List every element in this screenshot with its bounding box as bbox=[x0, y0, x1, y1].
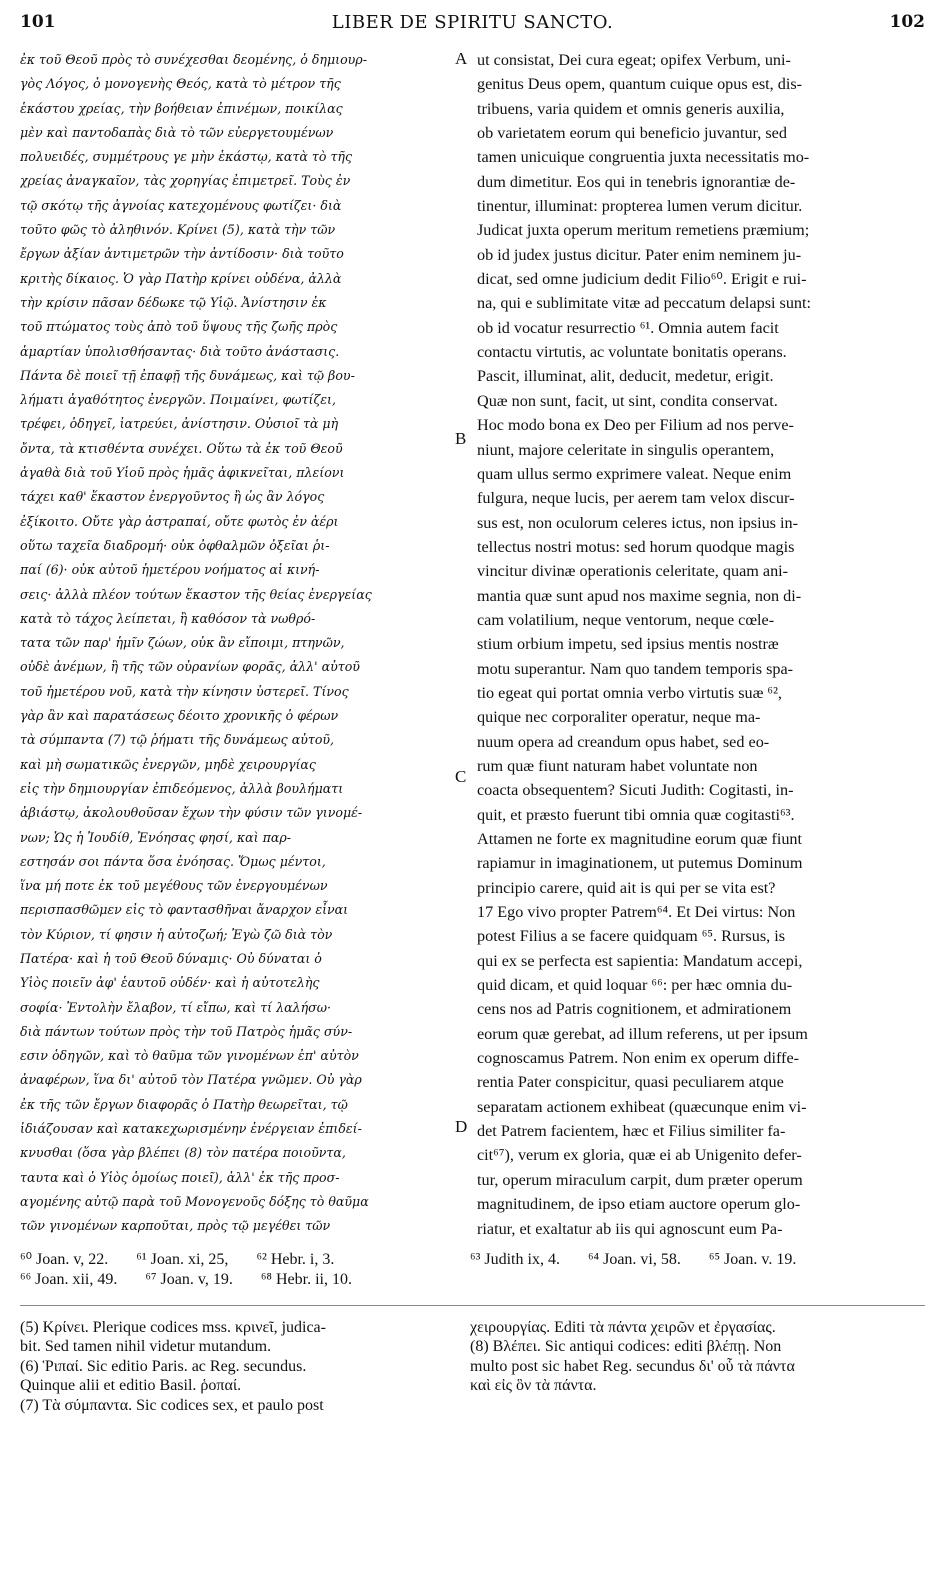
latin-text-line: mantia quæ sunt apud nos maxime segnia, non di- bbox=[477, 586, 802, 605]
footnote-line: (5) Κρίνει. Plerique codices mss. κρινεῖ, judica- bbox=[20, 1319, 326, 1336]
latin-text-line: separatam actionem exhibeat (quæcunque enim vi- bbox=[477, 1097, 807, 1116]
greek-text-line: κνυσθαι (ὅσα γὰρ βλέπει (8) τὸν πατέρα ποιοῦντα, bbox=[20, 1145, 346, 1161]
greek-text-line: τὸν Κύριον, τί φησιν ἡ αὐτοζωή; Ἐγὼ ζῶ διὰ τὸν bbox=[20, 926, 333, 942]
greek-text-line: λήματι ἀγαθότητος ἐνεργῶν. Ποιμαίνει, φωτίζει, bbox=[20, 392, 336, 408]
latin-text-line: cognoscamus Patrem. Non enim ex operum diffe- bbox=[477, 1049, 800, 1068]
scripture-reference: ⁶⁸ Hebr. ii, 10. bbox=[260, 1271, 352, 1288]
greek-text-line: γὰρ ἂν καὶ παρατάσεως δέοιτο χρονικῆς ὁ φέρων bbox=[20, 708, 339, 724]
latin-text-line: magnitudinem, de ipso etiam auctore operum glo- bbox=[477, 1195, 801, 1214]
margin-letter-b: B bbox=[455, 429, 467, 448]
latin-text-line: cens nos ad Patris cognitionem, et admirationem bbox=[477, 1000, 792, 1019]
greek-text-line: ἁμαρτίαν ὑπολισθήσαντας· διὰ τοῦτο ἀνάστασις. bbox=[20, 343, 340, 359]
greek-text-line: τρέφει, ὁδηγεῖ, ἰατρεύει, ἀνίστησιν. Οὐσιοῖ τὰ μὴ bbox=[20, 416, 339, 432]
latin-text-line: dicat, sed omne judicium dedit Filio⁶⁰. Erigit e rui- bbox=[477, 270, 807, 289]
greek-text-line: ἐξίκοιτο. Οὔτε γὰρ ἀστραπαί, οὔτε φωτὸς ἐν ἀέρι bbox=[20, 513, 339, 529]
scripture-reference: ⁶¹ Joan. xi, 25, bbox=[136, 1251, 229, 1268]
footnote-line: (8) Βλέπει. Sic antiqui codices: editi βλέπῃ. Non bbox=[470, 1338, 782, 1356]
scripture-reference: ⁶² Hebr. i, 3. bbox=[256, 1251, 335, 1268]
latin-text-line: quit, et præsto fuerunt tibi omnia quæ cogitasti⁶³. bbox=[477, 805, 795, 824]
latin-text-line: niunt, majore celeritate in singulis operantem, bbox=[477, 440, 775, 459]
greek-text-line: τῷ σκότῳ τῆς ἀγνοίας κατεχομένους φωτίζει· διὰ bbox=[20, 197, 342, 213]
latin-text-line: genitus Deus opem, quantum cuique opus est, dis- bbox=[477, 75, 803, 94]
running-title: LIBER DE SPIRITU SANCTO. bbox=[331, 12, 614, 33]
scripture-reference: ⁶⁶ Joan. xii, 49. bbox=[20, 1271, 118, 1288]
greek-text-line: ἀβιάστῳ, ἀκολουθοῦσαν ἔχων τὴν φύσιν τῶν γινομέ- bbox=[20, 805, 363, 821]
latin-text-line: quid dicam, et quid loquar ⁶⁶: per hæc omnia du- bbox=[477, 976, 793, 995]
margin-letters bbox=[455, 0, 475, 1193]
greek-text-line: ἔργων ἀξίαν ἀντιμετρῶν τὴν ἀντίδοσιν· διὰ τοῦτο bbox=[20, 246, 344, 262]
footnote-line: (7) Τὰ σύμπαντα. Sic codices sex, et paulo post bbox=[20, 1396, 324, 1414]
footnote-divider bbox=[20, 1305, 925, 1306]
greek-text-line: ἀναφέρων, ἵνα δι' αὐτοῦ τὸν Πατέρα γνῶμεν. Οὐ γὰρ bbox=[20, 1072, 362, 1088]
latin-text-line: riatur, et exaltatur ab iis qui agnoscunt eum Pa- bbox=[477, 1219, 783, 1238]
latin-text-line: 17 Ego vivo propter Patrem⁶⁴. Et Dei virtus: Non bbox=[477, 903, 796, 922]
scripture-reference: ⁶⁷ Joan. v, 19. bbox=[145, 1271, 233, 1288]
greek-text-line: οὐδὲ ἀνέμων, ἢ τῆς τῶν οὐρανίων φορᾶς, ἀλλ' αὐτοῦ bbox=[20, 659, 360, 675]
greek-text-line: Πατέρα· καὶ ἡ τοῦ Θεοῦ δύναμις· Οὐ δύναται ὁ bbox=[20, 950, 322, 966]
scripture-reference: ⁶⁵ Joan. v. 19. bbox=[708, 1251, 797, 1268]
page-number-left: 101 bbox=[20, 12, 56, 32]
latin-text-line: principio carere, quid ait is qui per se vita est? bbox=[477, 878, 776, 897]
greek-text-line: τὰ σύμπαντα (7) τῷ ῥήματι τῆς δυνάμεως αὐτοῦ, bbox=[20, 732, 335, 748]
latin-text-line: ut consistat, Dei cura egeat; opifex Verbum, uni- bbox=[477, 51, 791, 69]
latin-text-line: tamen unicuique congruentia juxta necessitatis mo- bbox=[477, 148, 810, 167]
greek-text-line: ταυτα καὶ ὁ Υἱὸς ὁμοίως ποιεῖ), ἀλλ' ἐκ τῆς προσ- bbox=[20, 1169, 340, 1185]
latin-text-line: nuum opera ad creandum opus habet, sed eo- bbox=[477, 732, 770, 751]
footnote-line: multo post sic habet Reg. secundus δι' οὗ τὰ πάντα bbox=[470, 1357, 795, 1375]
latin-text-line: rentia Pater conspicitur, quasi peculiarem atque bbox=[477, 1073, 784, 1092]
footnote-line: χειρουργίας. Editi τὰ πάντα χειρῶν et ἐργασίας. bbox=[470, 1319, 776, 1336]
latin-text-line: motu superantur. Nam quo tandem temporis spa- bbox=[477, 659, 794, 678]
latin-text-line: tur, operum miraculum carpit, dum præter operum bbox=[477, 1170, 803, 1189]
greek-text-line: μὲν καὶ παντοδαπὰς διὰ τὸ τῶν εὐεργετουμένων bbox=[20, 124, 334, 140]
greek-text-line: πολυειδές, συμμέτρους γε μὴν ἑκάστῳ, κατὰ τὸ τῆς bbox=[20, 149, 353, 165]
latin-text-line: det Patrem facientem, hæc et Filius similiter fa- bbox=[477, 1122, 786, 1141]
latin-text-line: cit⁶⁷), verum ex gloria, quæ ei ab Unigenito defer- bbox=[477, 1146, 802, 1165]
greek-text-line: διὰ πάντων τούτων πρὸς τὴν τοῦ Πατρὸς ἡμᾶς σύν- bbox=[20, 1023, 353, 1039]
latin-text-line: vincitur divinæ operationis celeritate, quam ani- bbox=[477, 562, 789, 581]
greek-text-line: σοφία· Ἐντολὴν ἔλαβον, τί εἴπω, καὶ τί λαλήσω· bbox=[20, 999, 332, 1015]
greek-text-line: τῶν γινομένων καρποῦται, πρὸς τῷ μεγέθει τῶν bbox=[20, 1218, 331, 1234]
greek-text-line: ἑκάστου χρείας, τὴν βοήθειαν ἐπινέμων, ποικίλας bbox=[20, 100, 343, 116]
greek-text-line: ἐκ τῆς τῶν ἔργων διαφορᾶς ὁ Πατὴρ θεωρεῖται, τῷ bbox=[20, 1096, 348, 1112]
latin-text-line: cam volatilium, neque ventorum, neque cœle- bbox=[477, 610, 775, 629]
greek-text-line: ἰδιάζουσαν καὶ κατακεχωρισμένην ἐνέργειαν ἐπιδεί- bbox=[20, 1121, 362, 1137]
latin-text-line: tellectus nostri motus: sed horum quodque magis bbox=[477, 537, 795, 556]
greek-text-line: νων; Ὡς ἡ Ἰουδίθ, Ἐνόησας φησί, καὶ παρ- bbox=[20, 829, 292, 845]
scripture-reference: ⁶⁴ Joan. vi, 58. bbox=[587, 1251, 681, 1268]
greek-text-line: τοῦτο φῶς τὸ ἀληθινόν. Κρίνει (5), κατὰ τὴν τῶν bbox=[20, 222, 336, 238]
scripture-reference: ⁶³ Judith ix, 4. bbox=[470, 1251, 560, 1268]
greek-text-line: χρείας ἀναγκαῖον, τὰς χορηγίας ἐπιμετρεῖ. Τοὺς ἐν bbox=[20, 173, 351, 189]
greek-text-line: κριτὴς δίκαιος. Ὁ γὰρ Πατὴρ κρίνει οὐδένα, ἀλλὰ bbox=[20, 270, 342, 286]
latin-text-line: Attamen ne forte ex magnitudine eorum quæ fiunt bbox=[477, 830, 803, 848]
margin-letter-d: D bbox=[455, 1117, 468, 1136]
greek-text-line: τοῦ πτώματος τοὺς ἀπὸ τοῦ ὕψους τῆς ζωῆς πρὸς bbox=[20, 319, 338, 335]
greek-text-line: εσιν ὁδηγῶν, καὶ τὸ θαῦμα τῶν γινομένων ἐπ' αὐτὸν bbox=[20, 1048, 359, 1064]
footnotes-left bbox=[20, 1318, 450, 1415]
greek-text-line: Πάντα δὲ ποιεῖ τῇ ἐπαφῇ τῆς δυνάμεως, καὶ τῷ βου- bbox=[20, 367, 355, 383]
latin-text-line: sus est, non oculorum celeres ictus, non ipsius in- bbox=[477, 513, 799, 532]
greek-text-line: ἵνα μή ποτε ἐκ τοῦ μεγέθους τῶν ἐνεργουμένων bbox=[20, 878, 328, 894]
latin-text-line: Hoc modo bona ex Deo per Filium ad nos perve- bbox=[477, 416, 794, 435]
greek-text-line: περισπασθῶμεν εἰς τὸ φαντασθῆναι ἄναρχον εἶναι bbox=[20, 902, 349, 918]
latin-text-line: potest Filius a se facere quidquam ⁶⁵. Rursus, is bbox=[477, 927, 786, 946]
latin-text-line: Quæ non sunt, facit, ut sint, condita conservat. bbox=[477, 391, 778, 410]
latin-text-line: ob id judex justus dicitur. Pater enim neminem ju- bbox=[477, 245, 802, 264]
footnote-line: bit. Sed tamen nihil videtur mutandum. bbox=[20, 1338, 272, 1356]
latin-text-line: ob id vocatur resurrectio ⁶¹. Omnia autem facit bbox=[477, 318, 779, 337]
scripture-reference: ⁶⁰ Joan. v, 22. bbox=[20, 1251, 109, 1268]
greek-text-line bbox=[20, 1239, 450, 1241]
greek-text-line: ἐκ τοῦ Θεοῦ πρὸς τὸ συνέχεσθαι δεομένης, ὁ δημιουρ- bbox=[20, 52, 367, 67]
greek-text-line: τὴν κρίσιν πᾶσαν δέδωκε τῷ Υἱῷ. Ἀνίστησιν ἐκ bbox=[20, 294, 327, 310]
greek-text-line: ἀγαθὰ διὰ τοῦ Υἱοῦ πρὸς ἡμᾶς ἀφικνεῖται, πλείονι bbox=[20, 465, 345, 481]
greek-text-line: καὶ μὴ σωματικῶς ἐνεργῶν, μηδὲ χειρουργίας bbox=[20, 756, 316, 772]
footnotes-right bbox=[470, 1318, 925, 1396]
latin-text-line: ob varietatem eorum qui beneficio juvantur, sed bbox=[477, 124, 787, 143]
latin-text-line: Pascit, illuminat, alit, deducit, medetur, erigit. bbox=[477, 367, 774, 386]
latin-text-line: coacta obsequentem? Sicuti Judith: Cogitasti, in- bbox=[477, 781, 794, 800]
scripture-references-left bbox=[20, 1250, 460, 1290]
page-number-right: 102 bbox=[889, 12, 925, 32]
latin-text-line: dum dimetitur. Eos qui in tenebris ignorantiæ de- bbox=[477, 172, 796, 191]
scripture-references-right bbox=[470, 1250, 930, 1270]
latin-text-line: tinentur, illuminat: propterea lumen verum dicitur. bbox=[477, 197, 803, 216]
footnote-line: Quinque alii et editio Basil. ῥοπαί. bbox=[20, 1377, 242, 1395]
footnote-line: καὶ εἰς ὃν τὰ πάντα. bbox=[470, 1377, 597, 1395]
greek-text-line: οὕτω ταχεῖα διαδρομή· οὐκ ὀφθαλμῶν ὀξεῖαι ῥι- bbox=[20, 537, 330, 553]
latin-text-line: quam ullus sermo exprimere valeat. Neque enim bbox=[477, 464, 792, 483]
greek-text-line: αγομένης αὐτῷ παρὰ τοῦ Μονογενοῦς δόξης τὸ θαῦμα bbox=[20, 1193, 369, 1209]
greek-text-line: Υἱὸς ποιεῖν ἀφ' ἑαυτοῦ οὐδέν· καὶ ἡ αὐτοτελὴς bbox=[20, 975, 320, 991]
margin-letter-c: C bbox=[455, 767, 467, 786]
greek-text-line: τατα τῶν παρ' ἡμῖν ζώων, οὐκ ἂν εἴποιμι, πτηνῶν, bbox=[20, 635, 345, 651]
latin-text-line: stium orbium impetu, sed ipsius mentis nostræ bbox=[477, 635, 779, 654]
greek-text-line: ὄντα, τὰ κτισθέντα συνέχει. Οὕτω τὰ ἐκ τοῦ Θεοῦ bbox=[20, 440, 343, 456]
latin-text-line: rapiamur in imaginationem, ut putemus Dominum bbox=[477, 854, 803, 873]
greek-text-line: γὸς Λόγος, ὁ μονογενὴς Θεός, κατὰ τὸ μέτρον τῆς bbox=[20, 76, 341, 92]
greek-text-line: κατὰ τὸ τάχος λείπεται, ἢ καθόσον τὰ νωθρό- bbox=[20, 610, 316, 626]
greek-text-line: τάχει καθ' ἕκαστον ἐνεργοῦντος ἢ ὡς ἂν λόγος bbox=[20, 489, 325, 505]
latin-text-line: fulgura, neque lucis, per aerem tam velox discur- bbox=[477, 489, 795, 508]
latin-text-line: quique nec corporaliter operatur, neque ma- bbox=[477, 708, 761, 727]
latin-text-line: contactu virtutis, ac voluntate bonitatis operans. bbox=[477, 343, 787, 362]
latin-text-line: qui ex se perfecta est sapientia: Mandatum accepi, bbox=[477, 951, 803, 970]
latin-text-line: eorum quæ gerebat, ad illum referens, ut per ipsum bbox=[477, 1024, 808, 1043]
margin-letter-a: A bbox=[455, 49, 468, 68]
latin-text-line: na, qui e sublimitate vitæ ad peccatum delapsi sunt: bbox=[477, 294, 812, 313]
greek-text-line: παί (6)· οὐκ αὐτοῦ ἡμετέρου νοήματος αἱ κινή- bbox=[20, 562, 320, 578]
greek-text-column bbox=[20, 48, 450, 1241]
greek-text-line: σεις· ἀλλὰ πλέον τούτων ἕκαστον τῆς θείας ἐνεργείας bbox=[20, 586, 372, 602]
latin-text-line: tio egeat qui portat omnia verbo virtutis suæ ⁶², bbox=[477, 683, 782, 702]
greek-text-line: εἰς τὴν δημιουργίαν ἐπιδεόμενος, ἀλλὰ βουλήματι bbox=[20, 780, 344, 796]
latin-text-line: Judicat juxta operum meritum remetiens præmium; bbox=[477, 221, 810, 240]
latin-text-column bbox=[477, 48, 927, 1241]
latin-text-line: tribuens, varia quidem et omnis generis auxilia, bbox=[477, 99, 785, 118]
footnote-line: (6) Ῥιπαί. Sic editio Paris. ac Reg. secundus. bbox=[20, 1357, 307, 1375]
greek-text-line: τοῦ ἡμετέρου νοῦ, κατὰ τὴν κίνησιν ὑστερεῖ. Τίνος bbox=[20, 683, 349, 699]
latin-text-line: rum quæ fiunt naturam habet voluntate non bbox=[477, 756, 758, 775]
greek-text-line: εστησάν σοι πάντα ὅσα ἐνόησας. Ὅμως μέντοι, bbox=[20, 853, 326, 869]
